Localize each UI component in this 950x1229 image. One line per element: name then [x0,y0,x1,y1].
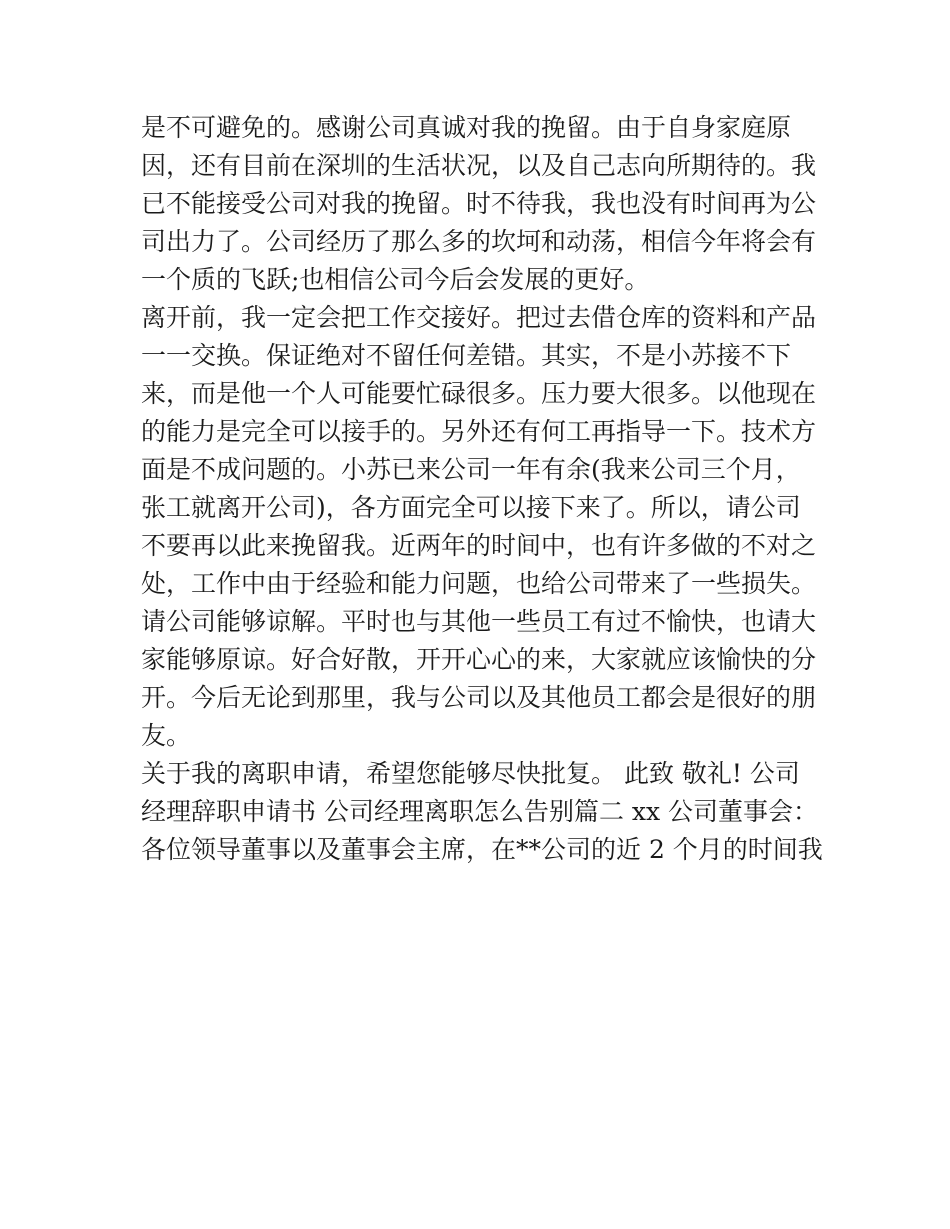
text-line: 友。 [141,721,192,750]
text-line: 已不能接受公司对我的挽留。时不待我，我也没有时间再为公 [141,189,817,218]
text-line: 家能够原谅。好合好散，开开心心的来，大家就应该愉快的分 [141,645,817,674]
text-line: 张工就离开公司)，各方面完全可以接下来了。所以，请公司 [141,493,801,522]
text-line: 面是不成问题的。小苏已来公司一年有余(我来公司三个月， [141,455,801,484]
text-line: 一一交换。保证绝对不留任何差错。其实，不是小苏接不下 [141,341,792,370]
text-line: 是不可避免的。感谢公司真诚对我的挽留。由于自身家庭原 [141,113,792,142]
text-line: 经理辞职申请书 公司经理离职怎么告别篇二 xx 公司董事会： [141,797,819,826]
text-line: 的能力是完全可以接手的。另外还有何工再指导一下。技术方 [141,417,817,446]
text-line: 离开前，我一定会把工作交接好。把过去借仓库的资料和产品 [141,303,817,332]
text-line: 开。今后无论到那里，我与公司以及其他员工都会是很好的朋 [141,683,817,712]
text-line: 因，还有目前在深圳的生活状况，以及自己志向所期待的。我 [141,151,817,180]
text-line: 关于我的离职申请，希望您能够尽快批复。 此致 敬礼! 公司 [141,759,800,788]
document-body [141,109,821,869]
text-line: 一个质的飞跃;也相信公司今后会发展的更好。 [141,265,650,294]
text-line: 来，而是他一个人可能要忙碌很多。压力要大很多。以他现在 [141,379,817,408]
text-line: 司出力了。公司经历了那么多的坎坷和动荡，相信今年将会有 [141,227,817,256]
text-line: 处，工作中由于经验和能力问题，也给公司带来了一些损失。 [141,569,817,598]
text-line: 各位领导董事以及董事会主席，在**公司的近 2 个月的时间我 [141,835,823,864]
text-line: 不要再以此来挽留我。近两年的时间中，也有许多做的不对之 [141,531,817,560]
text-line: 请公司能够谅解。平时也与其他一些员工有过不愉快，也请大 [141,607,817,636]
